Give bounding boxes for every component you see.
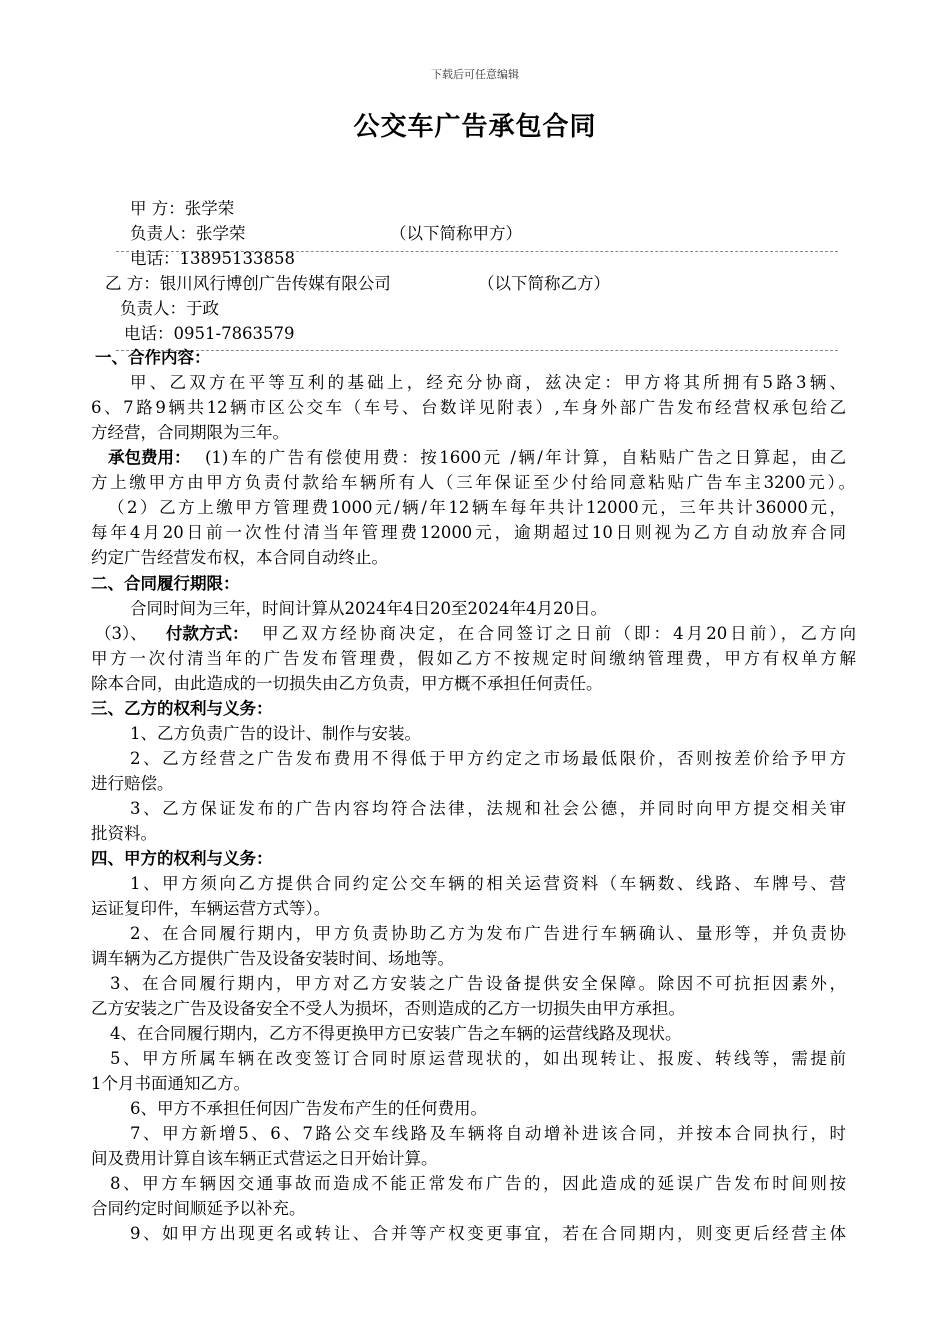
- party-b-alias: （以下简称乙方）: [478, 274, 610, 293]
- paragraph-line: 方上缴甲方由甲方负责付款给车辆所有人（三年保证至少付给同意粘贴广告车主3200元）。: [91, 473, 855, 492]
- paragraph-line: 方经营，合同期限为三年。: [91, 423, 289, 442]
- paragraph-line: 甲乙双方经协商决定，在合同签订之日前（即：4月20日前），乙方向: [262, 624, 856, 643]
- paragraph-line: 甲、乙双方在平等互利的基础上，经充分协商，兹决定：甲方将其所拥有5路3辆、: [130, 373, 846, 392]
- paragraph-line: 甲方一次付清当年的广告发布管理费，假如乙方不按规定时间缴纳管理费，甲方有权单方解: [91, 649, 856, 668]
- paragraph-line: 5、甲方所属车辆在改变签订合同时原运营现状的，如出现转让、报废、转线等，需提前: [110, 1049, 846, 1068]
- paragraph-line: 8、甲方车辆因交通事故而造成不能正常发布广告的，因此造成的延误广告发布时间则按: [110, 1174, 846, 1193]
- paragraph-line: 除本合同，由此造成的一切损失由乙方负责，甲方概不承担任何责任。: [91, 674, 603, 693]
- party-b-name: 乙 方：银川风行博创广告传媒有限公司: [105, 274, 391, 293]
- page-header: 下载后可任意编辑: [431, 68, 519, 81]
- paragraph-line: 进行赔偿。: [91, 774, 174, 793]
- paragraph-line: 1、乙方负责广告的设计、制作与安装。: [130, 724, 421, 743]
- paragraph-line: 约定广告经营发布权，本合同自动终止。: [91, 548, 388, 567]
- party-a-name: 甲 方：张学荣: [130, 199, 235, 218]
- paragraph-line: 3、乙方保证发布的广告内容均符合法律，法规和社会公德，并同时向甲方提交相关审: [130, 799, 846, 818]
- paragraph-line: 乙方安装之广告及设备安全不受人为损坏，否则造成的乙方一切损失由甲方承担。: [91, 999, 685, 1018]
- section-heading: 一、合作内容：: [95, 348, 211, 367]
- section-heading: 二、合同履行期限：: [91, 574, 240, 593]
- paragraph-line: 4、在合同履行期内，乙方不得更换甲方已安装广告之车辆的运营线路及现状。: [110, 1024, 682, 1043]
- paragraph-line: 2、在合同履行期内，甲方负责协助乙方为发布广告进行车辆确认、量形等，并负责协: [130, 924, 846, 943]
- paragraph-line: 7、甲方新增5、6、7路公交车线路及车辆将自动增补进该合同，并按本合同执行，时: [130, 1124, 846, 1143]
- paragraph-line: 2、乙方经营之广告发布费用不得低于甲方约定之市场最低限价，否则按差价给予甲方: [130, 749, 846, 768]
- paragraph-line: 3、在合同履行期内，甲方对乙方安装之广告设备提供安全保障。除因不可抗拒因素外，: [110, 974, 846, 993]
- party-a-responsible: 负责人：张学荣: [130, 224, 246, 243]
- payment-prefix: （3）、: [95, 624, 147, 643]
- paragraph-line: 每年4月20日前一次性付清当年管理费12000元，逾期超过10日则视为乙方自动放弃合同: [91, 523, 846, 542]
- paragraph-line: 1、甲方须向乙方提供合同约定公交车辆的相关运营资料（车辆数、线路、车牌号、营: [130, 874, 846, 893]
- payment-label: 付款方式：: [166, 624, 249, 643]
- paragraph-line: 6、7路9辆共12辆市区公交车（车号、台数详见附表）,车身外部广告发布经营权承包给乙: [91, 398, 846, 417]
- fee-label: 承包费用：: [108, 448, 191, 467]
- section-heading: 四、甲方的权利与义务：: [91, 849, 273, 868]
- paragraph-line: 合同时间为三年，时间计算从2024年4日20至2024年4月20日。: [130, 599, 607, 618]
- paragraph-line: （2）乙方上缴甲方管理费1000元/辆/年12辆车每年共计12000元，三年共计36000元，: [108, 498, 846, 517]
- paragraph-line: (1)车的广告有偿使用费：按1600元 /辆/年计算，自粘贴广告之日算起，由乙: [205, 448, 846, 467]
- party-a-phone: 电话：13895133858: [130, 249, 295, 268]
- document-title: 公交车广告承包合同: [353, 112, 597, 142]
- party-b-responsible: 负责人：于政: [120, 299, 219, 318]
- paragraph-line: 运证复印件，车辆运营方式等）。: [91, 899, 331, 918]
- paragraph-line: 合同约定时间顺延予以补充。: [91, 1199, 306, 1218]
- paragraph-line: 批资料。: [91, 824, 157, 843]
- paragraph-line: 间及费用计算自该车辆正式营运之日开始计算。: [91, 1149, 438, 1168]
- divider-line: [116, 350, 838, 351]
- section-heading: 三、乙方的权利与义务：: [91, 699, 273, 718]
- paragraph-line: 9、如甲方出现更名或转让、合并等产权变更事宜，若在合同期内，则变更后经营主体: [130, 1224, 846, 1243]
- paragraph-line: 6、甲方不承担任何因广告发布产生的任何费用。: [130, 1099, 487, 1118]
- paragraph-line: 调车辆为乙方提供广告及设备安装时间、场地等。: [91, 949, 454, 968]
- party-b-phone: 电话：0951-7863579: [124, 324, 295, 343]
- paragraph-line: 1个月书面通知乙方。: [91, 1074, 250, 1093]
- party-a-alias: （以下简称甲方）: [390, 224, 522, 243]
